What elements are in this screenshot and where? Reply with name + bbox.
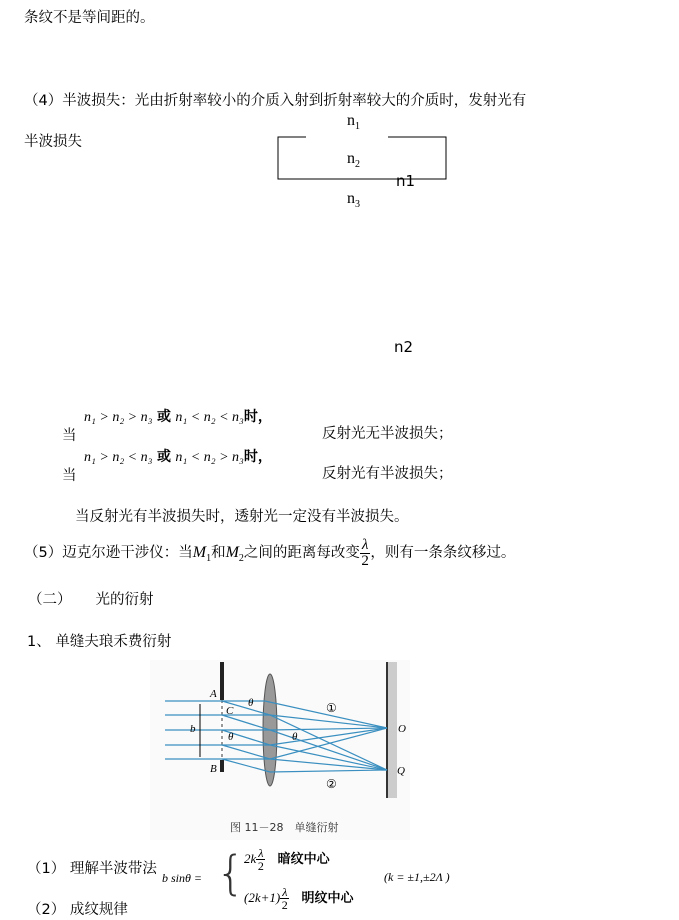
label-b: b [190,723,196,735]
formula-lhs: b sinθ = [162,871,202,885]
section-heading: （二） 光的衍射 [28,592,154,608]
label-Q: Q [397,765,405,777]
label-B: B [210,763,217,775]
condition-1-math: n₁ > n₂ > n₃ 或 n₁ < n₂ < n₃时， [84,409,272,425]
layer-box [278,137,446,179]
stray-label-n2: n2 [394,338,414,356]
formula-case-2: (2k+1) $\frac{\lambda}{2}$ 明纹中心 [244,885,354,912]
label-theta: θ [228,731,234,743]
condition-1-prefix: 当 [62,428,77,444]
paragraph-half-wave-loss-cont: 半波损失 [24,134,82,150]
label-ray-2: ② [326,777,337,791]
label-n3: $n_3$ [347,190,360,211]
condition-1-result: 反射光无半波损失； [322,426,453,442]
formula-case-1: 2k $\frac{\lambda}{2}$ 暗纹中心 [244,846,330,873]
paragraph-half-wave-loss: （4）半波损失：光由折射率较小的介质入射到折射率较大的介质时，发射光有 [24,93,527,109]
item-heading: 1、 单缝夫琅禾费衍射 [27,634,172,650]
subitem-1: （1） 理解半波带法 [27,861,157,877]
label-n2: $n_2$ [347,150,360,171]
condition-2-result: 反射光有半波损失； [322,466,453,482]
single-slit-diagram [150,660,410,840]
label-O: O [398,723,406,735]
condition-2-math: n₁ > n₂ < n₃ 或 n₁ < n₂ > n₃时， [84,449,272,465]
formula-brace: { [216,846,246,900]
label-theta: θ [248,697,254,709]
label-C: C [226,705,234,717]
figure-caption: 图 11－28 单缝衍射 [230,821,339,834]
label-A: A [210,688,217,700]
label-ray-1: ① [326,701,337,715]
paragraph-michelson: （5）迈克尔逊干涉仪：当$M_1$和$M_2$之间的距离每改变 $\frac{\lambda}{2}$ ，则有一条条纹移过。 [24,536,516,569]
text-line: 条纹不是等间距的。 [24,10,155,26]
formula-k-range: (k = ±1,±2Λ ) [384,870,450,884]
label-n1: $n_1$ [347,112,360,133]
subitem-2: （2） 成纹规律 [27,902,128,918]
label-theta: θ [292,731,298,743]
stray-label-n1: n1 [396,172,416,190]
media-layer-diagram [0,0,679,400]
condition-3: 当反射光有半波损失时，透射光一定没有半波损失。 [75,509,409,525]
condition-2-prefix: 当 [62,468,77,484]
